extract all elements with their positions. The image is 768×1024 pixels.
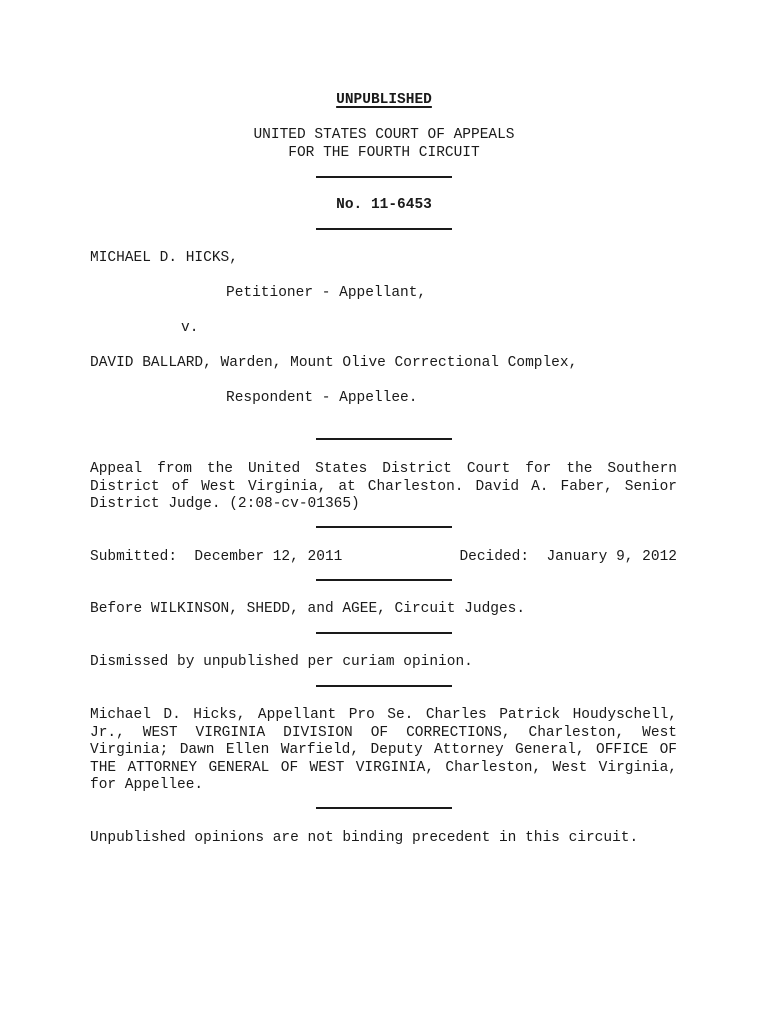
divider-rule [316, 176, 452, 178]
divider-rule [316, 228, 452, 230]
divider-rule [316, 632, 452, 634]
petitioner-name: MICHAEL D. HICKS, [90, 250, 238, 266]
divider-rule [316, 685, 452, 687]
unpublished-heading: UNPUBLISHED [336, 92, 432, 108]
court-name-line1: UNITED STATES COURT OF APPEALS [253, 127, 515, 143]
divider-rule [316, 438, 452, 440]
versus-label: v. [181, 320, 199, 336]
dates-row [90, 549, 677, 567]
petitioner-role: Petitioner - Appellant, [226, 285, 427, 301]
court-name-line2: FOR THE FOURTH CIRCUIT [288, 145, 480, 161]
respondent-role: Respondent - Appellee. [226, 390, 418, 406]
divider-rule [316, 807, 452, 809]
case-number: No. 11-6453 [336, 197, 432, 213]
disposition-text: Dismissed by unpublished per curiam opinion. [90, 654, 473, 670]
divider-rule [316, 579, 452, 581]
divider-rule [316, 526, 452, 528]
counsel-paragraph: Michael D. Hicks, Appellant Pro Se. Charles Patrick Houdyschell, Jr., WEST VIRGINIA DIVISION OF CORRECTIONS, Charleston, West Virginia; Dawn Ellen Warfield, Deputy Attorney General, OFFICE OF THE ATTORNEY GENERAL OF WEST VIRGINIA, Charleston, West Virginia, for Appellee. [90, 707, 677, 794]
respondent-name: DAVID BALLARD, Warden, Mount Olive Correctional Complex, [90, 355, 578, 371]
appeal-paragraph: Appeal from the United States District Court for the Southern District of West Virginia, at Charleston. David A. Faber, Senior District Judge. (2:08-cv-01365) [90, 461, 677, 513]
submitted-date: Submitted: December 12, 2011 [90, 549, 343, 565]
decided-date: Decided: January 9, 2012 [459, 549, 677, 565]
precedent-notice: Unpublished opinions are not binding precedent in this circuit. [90, 830, 639, 846]
panel-judges: Before WILKINSON, SHEDD, and AGEE, Circuit Judges. [90, 601, 526, 617]
